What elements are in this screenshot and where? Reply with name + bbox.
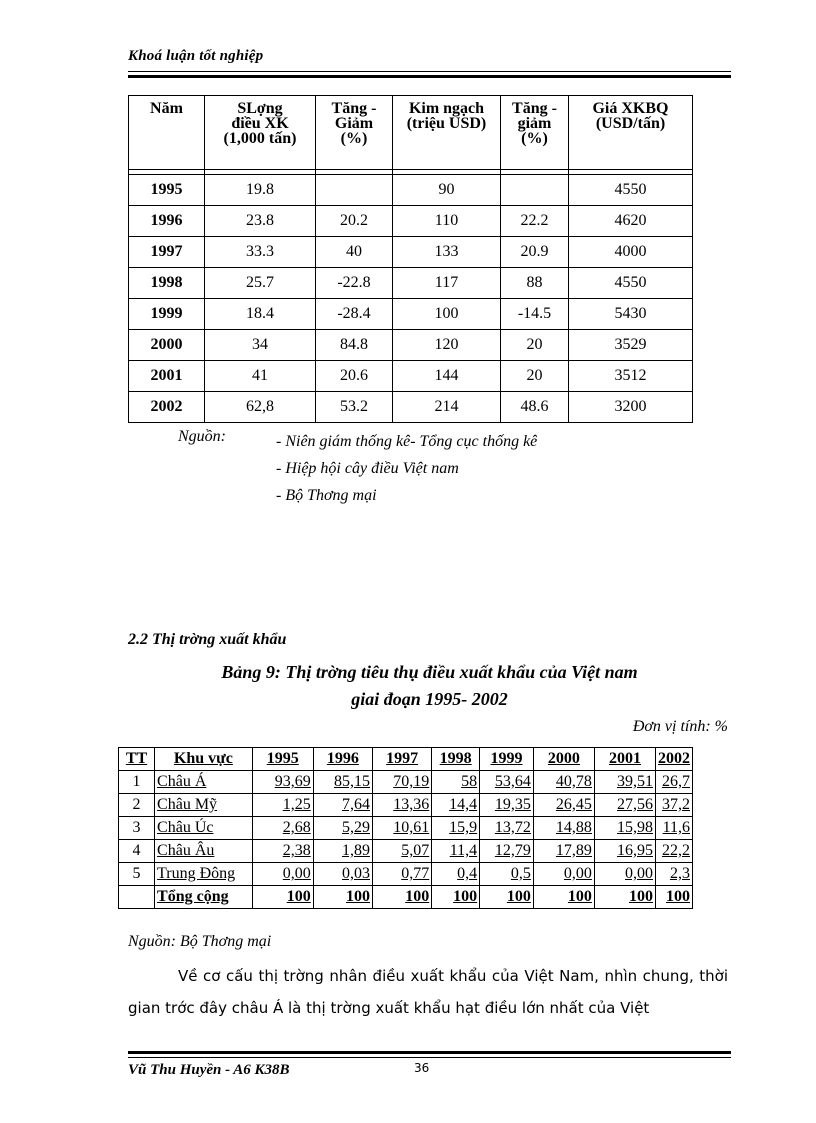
table1-cell: 40 [316,237,393,268]
table2-value-cell: 19,35 [480,794,534,817]
table2-row [119,886,693,909]
table2-caption-line1: Bảng 9: Thị trờng tiêu thụ điều xuất khẩu của Việt nam [221,662,638,682]
table2-region-cell: Châu Mỹ [155,794,253,817]
table2-value-cell: 11,6 [656,817,693,840]
table2-row [119,817,693,840]
table2-value-cell: 70,19 [373,771,432,794]
table1-cell: 34 [205,330,316,361]
table1-cell: 90 [393,175,501,206]
table2-value-cell: 40,78 [533,771,594,794]
table2-header-cell: 1995 [252,748,313,771]
table1-cell: 110 [393,206,501,237]
table1-header-cell: Kim ngạch (triệu USD) [393,96,501,170]
table1-cell: 48.6 [501,392,569,423]
source-item: - Hiệp hội cây điều Việt nam [276,460,459,477]
table1-cell: 3512 [569,361,693,392]
table1-cell: 22.2 [501,206,569,237]
table1-cell: 5430 [569,299,693,330]
table2-value-cell: 0,5 [480,863,534,886]
table1-cell: 4620 [569,206,693,237]
table2-region-cell: Trung Đông [155,863,253,886]
table2-header-cell: 1996 [313,748,372,771]
table1-cell: 62,8 [205,392,316,423]
table2-value-cell: 1,89 [313,840,372,863]
table2-value-cell: 2,68 [252,817,313,840]
table1-cell: 20.9 [501,237,569,268]
table2-header-cell: TT [119,748,155,771]
table1-cell: 20 [501,330,569,361]
table2-value-cell: 0,03 [313,863,372,886]
table2-value-cell: 85,15 [313,771,372,794]
table1-cell [501,175,569,206]
table1-cell: 4000 [569,237,693,268]
table1-row [129,237,693,268]
table1-cell: 214 [393,392,501,423]
table2-header-cell: Khu vực [155,748,253,771]
header-rule-thin [128,71,731,72]
table1-year-cell: 1999 [129,299,205,330]
header-rule-thick [128,75,731,78]
table1-row [129,299,693,330]
table2-value-cell: 13,72 [480,817,534,840]
table2-value-cell: 22,2 [656,840,693,863]
table1-row [129,330,693,361]
table2-value-cell: 100 [252,886,313,909]
table2-value-cell: 0,00 [252,863,313,886]
table1-cell: -28.4 [316,299,393,330]
table2-value-cell: 14,88 [533,817,594,840]
table2-value-cell: 100 [533,886,594,909]
body-paragraph: Về cơ cấu thị trờng nhân điều xuất khẩu của Việt Nam, nhìn chung, thời gian trớc đây châu Á là thị trờng xuất khẩu hạt điều lớn nhất của Việt [128,967,728,1017]
table1-year-cell: 2001 [129,361,205,392]
table1-year-cell: 1995 [129,175,205,206]
footer-rule-thick [128,1051,731,1054]
export-volume-table [128,95,693,423]
table1-year-cell: 2002 [129,392,205,423]
table2-value-cell: 14,4 [432,794,480,817]
table2-header-row [119,748,693,771]
table1-header-cell: SLợng điều XK (1,000 tấn) [205,96,316,170]
table2-header-cell: 2002 [656,748,693,771]
table2-value-cell: 2,38 [252,840,313,863]
table1-cell: 100 [393,299,501,330]
table2-header-cell: 2001 [594,748,655,771]
table2-region-cell: Châu Âu [155,840,253,863]
table1-cell: 20.2 [316,206,393,237]
page-number: 36 [414,1061,430,1075]
table1-cell: 120 [393,330,501,361]
table2-value-cell: 0,00 [594,863,655,886]
table1-cell: 3529 [569,330,693,361]
table1-cell: 53.2 [316,392,393,423]
table1-cell: 18.4 [205,299,316,330]
table2-index-cell: 4 [119,840,155,863]
source-item: - Niên giám thống kê- Tổng cục thống kê [276,433,538,450]
table1-row [129,206,693,237]
table2-row [119,794,693,817]
table2-value-cell: 5,29 [313,817,372,840]
table2-header-cell: 2000 [533,748,594,771]
table2-value-cell: 15,98 [594,817,655,840]
table1-header-cell: Tăng - Giảm (%) [316,96,393,170]
table2-value-cell: 100 [373,886,432,909]
table2-value-cell: 11,4 [432,840,480,863]
table1-cell: 84.8 [316,330,393,361]
table2-value-cell: 100 [656,886,693,909]
table1-cell: 117 [393,268,501,299]
table2-value-cell: 12,79 [480,840,534,863]
table2-value-cell: 53,64 [480,771,534,794]
table2-row [119,840,693,863]
table1-year-cell: 1997 [129,237,205,268]
table1-cell: 4550 [569,175,693,206]
table1-header-cell: Tăng - giảm (%) [501,96,569,170]
table2-index-cell: 2 [119,794,155,817]
table2-region-cell: Châu Á [155,771,253,794]
table1-cell: 33.3 [205,237,316,268]
table1-header-cell: Năm [129,96,205,170]
table1-year-cell: 1998 [129,268,205,299]
table2-value-cell: 26,45 [533,794,594,817]
table2-value-cell: 2,3 [656,863,693,886]
table1-year-cell: 2000 [129,330,205,361]
table2-header-cell: 1997 [373,748,432,771]
table2-index-cell: 3 [119,817,155,840]
table2-value-cell: 100 [432,886,480,909]
table2-value-cell: 100 [594,886,655,909]
table2-index-cell: 5 [119,863,155,886]
table1-cell: 144 [393,361,501,392]
table2-region-cell: Tổng cộng [155,886,253,909]
table2-value-cell: 26,7 [656,771,693,794]
table1-header-cell: Giá XKBQ (USD/tấn) [569,96,693,170]
table1-row [129,268,693,299]
table2-row [119,771,693,794]
table1-cell: -14.5 [501,299,569,330]
table2-value-cell: 5,07 [373,840,432,863]
table1-cell: 20.6 [316,361,393,392]
table2-region-cell: Châu Úc [155,817,253,840]
table1-source-label: Nguồn: [178,428,226,445]
table2-value-cell: 93,69 [252,771,313,794]
table2-caption-line2: giai đoạn 1995- 2002 [351,689,508,709]
table1-cell: 20 [501,361,569,392]
table1-cell [316,175,393,206]
table2-value-cell: 37,2 [656,794,693,817]
table2-value-cell: 7,64 [313,794,372,817]
table1-year-cell: 1996 [129,206,205,237]
table2-source: Nguồn: Bộ Thơng mại [128,933,272,950]
table2-value-cell: 1,25 [252,794,313,817]
table2-index-cell [119,886,155,909]
table2-header-cell: 1999 [480,748,534,771]
table2-value-cell: 39,51 [594,771,655,794]
table1-source-list [276,428,537,509]
section-heading: 2.2 Thị trờng xuất khẩu [128,631,287,648]
table1-cell: 3200 [569,392,693,423]
table2-value-cell: 27,56 [594,794,655,817]
table1-row [129,361,693,392]
table1-header-row [129,96,693,170]
table1-cell: 41 [205,361,316,392]
source-item: - Bộ Thơng mại [276,487,377,504]
table2-value-cell: 100 [313,886,372,909]
table2-value-cell: 10,61 [373,817,432,840]
table2-value-cell: 0,00 [533,863,594,886]
table1-cell: 133 [393,237,501,268]
table2-value-cell: 17,89 [533,840,594,863]
table1-cell: -22.8 [316,268,393,299]
table2-value-cell: 13,36 [373,794,432,817]
table1-cell: 88 [501,268,569,299]
table2-value-cell: 58 [432,771,480,794]
table1-row [129,175,693,206]
table1-cell: 23.8 [205,206,316,237]
footer-rule-thin [128,1057,731,1058]
table2-index-cell: 1 [119,771,155,794]
document-header-title: Khoá luận tốt nghiệp [128,48,264,64]
table1-cell: 25.7 [205,268,316,299]
table2-value-cell: 15,9 [432,817,480,840]
table2-value-cell: 100 [480,886,534,909]
table1-row [129,392,693,423]
table1-cell: 19.8 [205,175,316,206]
export-market-table [118,747,693,909]
footer-author: Vũ Thu Huyền - A6 K38B [128,1062,290,1078]
table1-cell: 4550 [569,268,693,299]
table2-value-cell: 16,95 [594,840,655,863]
table2-row [119,863,693,886]
table2-value-cell: 0,77 [373,863,432,886]
table2-value-cell: 0,4 [432,863,480,886]
table2-unit-label: Đơn vị tính: % [632,718,728,735]
table2-header-cell: 1998 [432,748,480,771]
